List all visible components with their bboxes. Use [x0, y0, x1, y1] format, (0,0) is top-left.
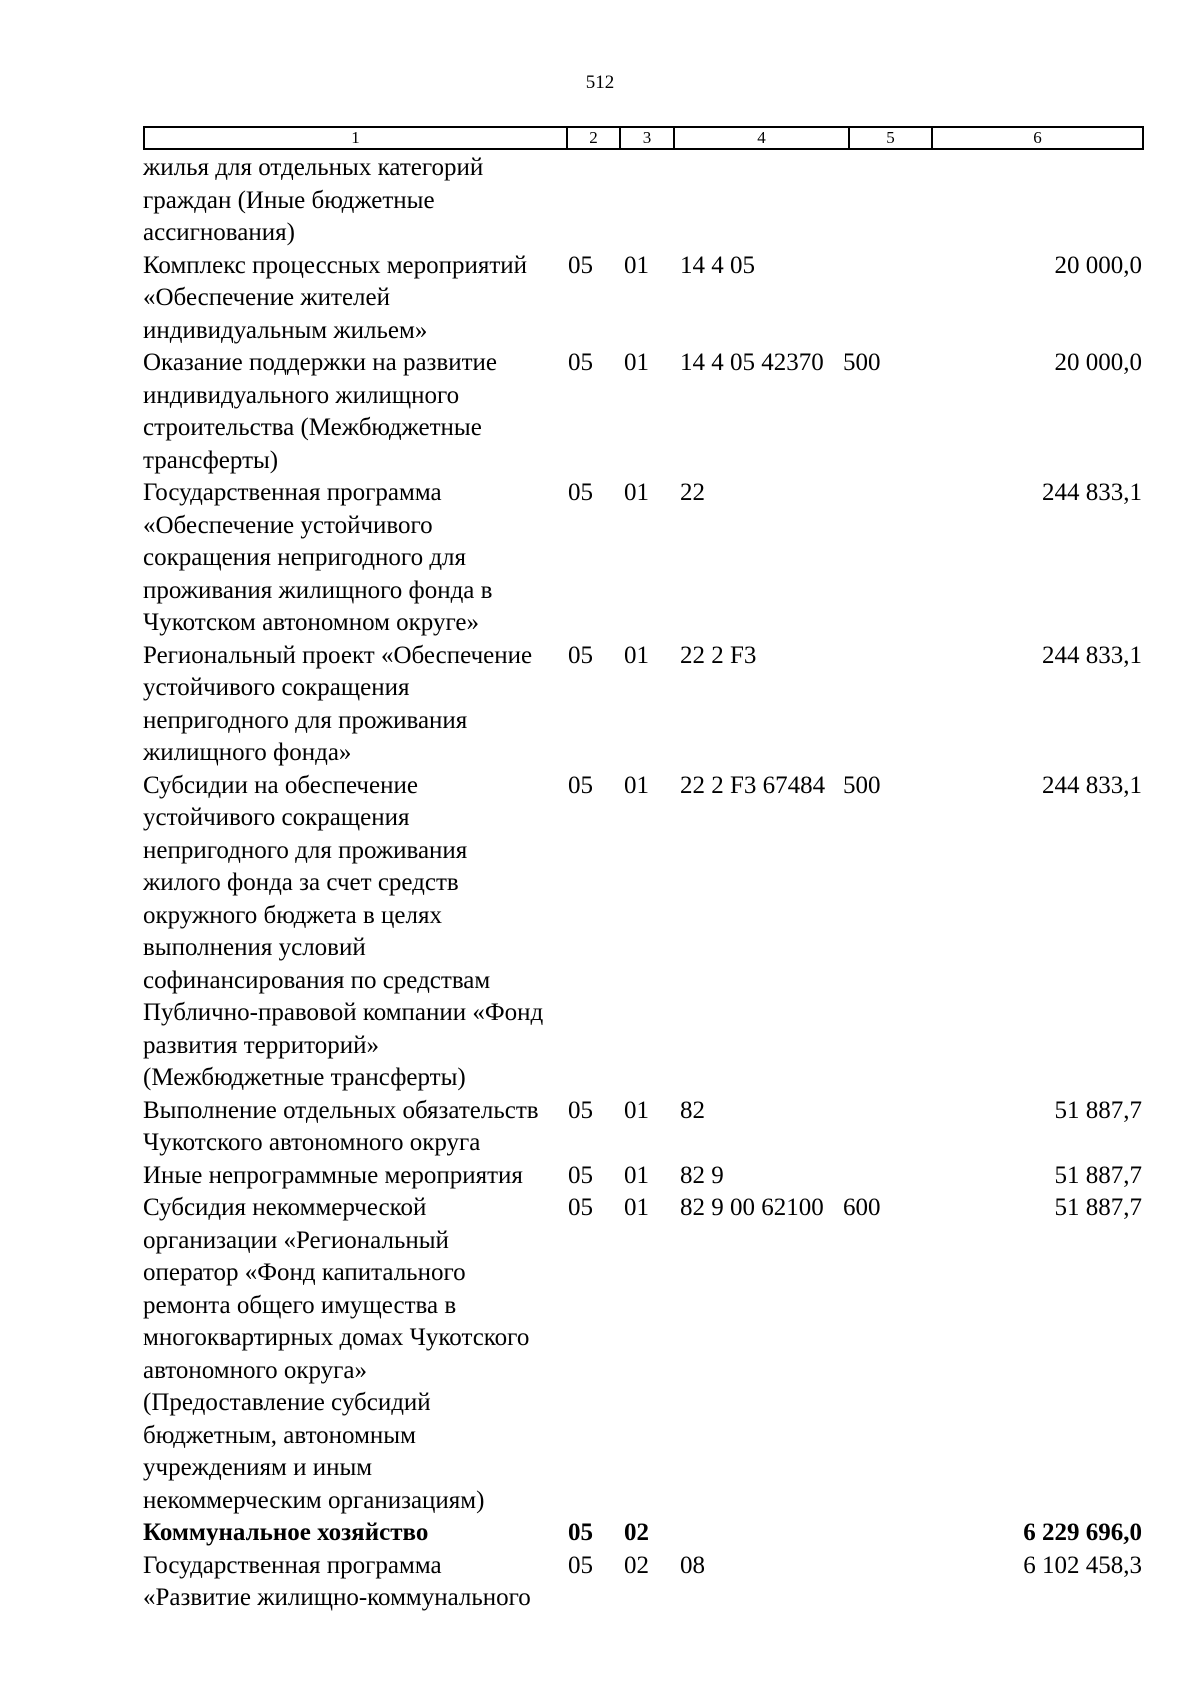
row-target-article: 82 9 — [680, 1161, 724, 1189]
row-section: 05 — [568, 1096, 593, 1124]
row-section: 05 — [568, 251, 593, 279]
header-col-5: 5 — [849, 127, 932, 149]
row-section: 05 — [568, 1161, 593, 1189]
row-subsection: 01 — [624, 479, 649, 506]
row-expense-type — [843, 1550, 921, 1615]
row-subsection: 01 — [624, 349, 649, 376]
row-section: 05 — [568, 771, 593, 799]
row-target-article — [680, 152, 843, 250]
row-expense-type: 500 — [843, 771, 881, 799]
table-row — [143, 1095, 1142, 1160]
row-expense-type: 600 — [843, 1194, 881, 1221]
row-name: Комплекс процессных мероприятий «Обеспечение жителей индивидуальным жильем» — [143, 251, 528, 344]
row-subsection: 01 — [624, 1096, 649, 1124]
table-row — [143, 1550, 1142, 1615]
row-amount: 20 000,0 — [1054, 349, 1142, 376]
row-name: Государственная программа «Обеспечение устойчивого сокращения непригодного для проживания жилищного фонда в Чукотском автономном округе» — [143, 479, 493, 636]
header-col-4: 4 — [674, 127, 849, 149]
row-target-article: 08 — [680, 1551, 705, 1579]
row-amount: 6 229 696,0 — [1023, 1519, 1142, 1546]
row-name: Иные непрограммные мероприятия — [143, 1161, 523, 1189]
row-expense-type — [843, 477, 921, 640]
header-col-3: 3 — [620, 127, 674, 149]
row-name: Коммунальное хозяйство — [143, 1519, 429, 1546]
row-name: Государственная программа «Развитие жилищно-коммунального — [143, 1551, 531, 1611]
row-amount: 6 102 458,3 — [1023, 1551, 1142, 1579]
budget-table — [143, 152, 1142, 1615]
row-target-article: 22 — [680, 479, 705, 506]
row-name: Региональный проект «Обеспечение устойчивого сокращения непригодного для проживания жилищного фонда» — [143, 641, 533, 766]
row-section: 05 — [568, 1194, 593, 1221]
row-name: Выполнение отдельных обязательств Чукотского автономного округа — [143, 1096, 539, 1156]
row-expense-type: 500 — [843, 349, 881, 376]
row-expense-type — [843, 250, 921, 348]
row-amount: 244 833,1 — [1042, 641, 1142, 669]
row-name: жилья для отдельных категорий граждан (Иные бюджетные ассигнования) — [143, 154, 484, 246]
row-target-article: 82 9 00 62100 — [680, 1194, 824, 1221]
row-target-article: 14 4 05 — [680, 251, 755, 279]
row-amount: 244 833,1 — [1042, 479, 1142, 506]
row-target-article: 22 2 F3 67484 — [680, 771, 826, 799]
row-amount: 244 833,1 — [1042, 771, 1142, 799]
table-row — [143, 640, 1142, 770]
row-amount — [921, 152, 1142, 250]
table-row — [143, 1160, 1142, 1193]
row-name: Субсидии на обеспечение устойчивого сокращения непригодного для проживания жилого фонда за счет средств окружного бюджета в целях выполнения условий софинансирования по средствам Публично-правовой компании «Фонд развития территорий» (Межбюджетные трансферты) — [143, 771, 544, 1091]
row-expense-type — [843, 640, 921, 770]
row-expense-type — [843, 1160, 921, 1193]
row-subsection: 01 — [624, 251, 649, 279]
row-expense-type — [843, 152, 921, 250]
header-col-2: 2 — [567, 127, 620, 149]
table-row — [143, 477, 1142, 640]
table-row — [143, 770, 1142, 1095]
header-col-6: 6 — [932, 127, 1143, 149]
budget-table-body — [143, 152, 1142, 1615]
row-section: 05 — [568, 641, 593, 669]
row-target-article: 22 2 F3 — [680, 641, 757, 669]
row-section: 05 — [568, 479, 593, 506]
row-target-article: 14 4 05 42370 — [680, 349, 824, 376]
row-section: 05 — [568, 1519, 593, 1546]
page-number: 512 — [585, 72, 615, 93]
row-name: Оказание поддержки на развитие индивидуального жилищного строительства (Межбюджетные трансферты) — [143, 349, 498, 474]
row-subsection: 01 — [624, 1194, 649, 1221]
row-amount: 51 887,7 — [1054, 1194, 1142, 1221]
table-row — [143, 1192, 1142, 1517]
table-row — [143, 1517, 1142, 1550]
row-subsection: 02 — [624, 1551, 649, 1579]
row-target-article — [680, 1517, 843, 1550]
table-row — [143, 250, 1142, 348]
row-section — [568, 152, 624, 250]
row-name: Субсидия некоммерческой организации «Региональный оператор «Фонд капитального ремонта общего имущества в многоквартирных домах Чукотского автономного округа» (Предоставление субсидий бюджетным, автономным учреждениям и иным некоммерческим организациям) — [143, 1194, 530, 1514]
row-subsection: 01 — [624, 641, 649, 669]
row-target-article: 82 — [680, 1096, 705, 1124]
row-section: 05 — [568, 1551, 593, 1579]
header-row — [144, 127, 1143, 149]
row-expense-type — [843, 1517, 921, 1550]
table-row — [143, 347, 1142, 477]
row-section: 05 — [568, 349, 593, 376]
row-amount: 51 887,7 — [1054, 1161, 1142, 1189]
header-col-1: 1 — [144, 127, 567, 149]
row-expense-type — [843, 1095, 921, 1160]
row-subsection — [624, 152, 680, 250]
table-row — [143, 152, 1142, 250]
row-amount: 20 000,0 — [1054, 251, 1142, 279]
row-subsection: 01 — [624, 771, 649, 799]
row-amount: 51 887,7 — [1054, 1096, 1142, 1124]
table-header — [143, 126, 1144, 150]
row-subsection: 02 — [624, 1519, 649, 1546]
row-subsection: 01 — [624, 1161, 649, 1189]
